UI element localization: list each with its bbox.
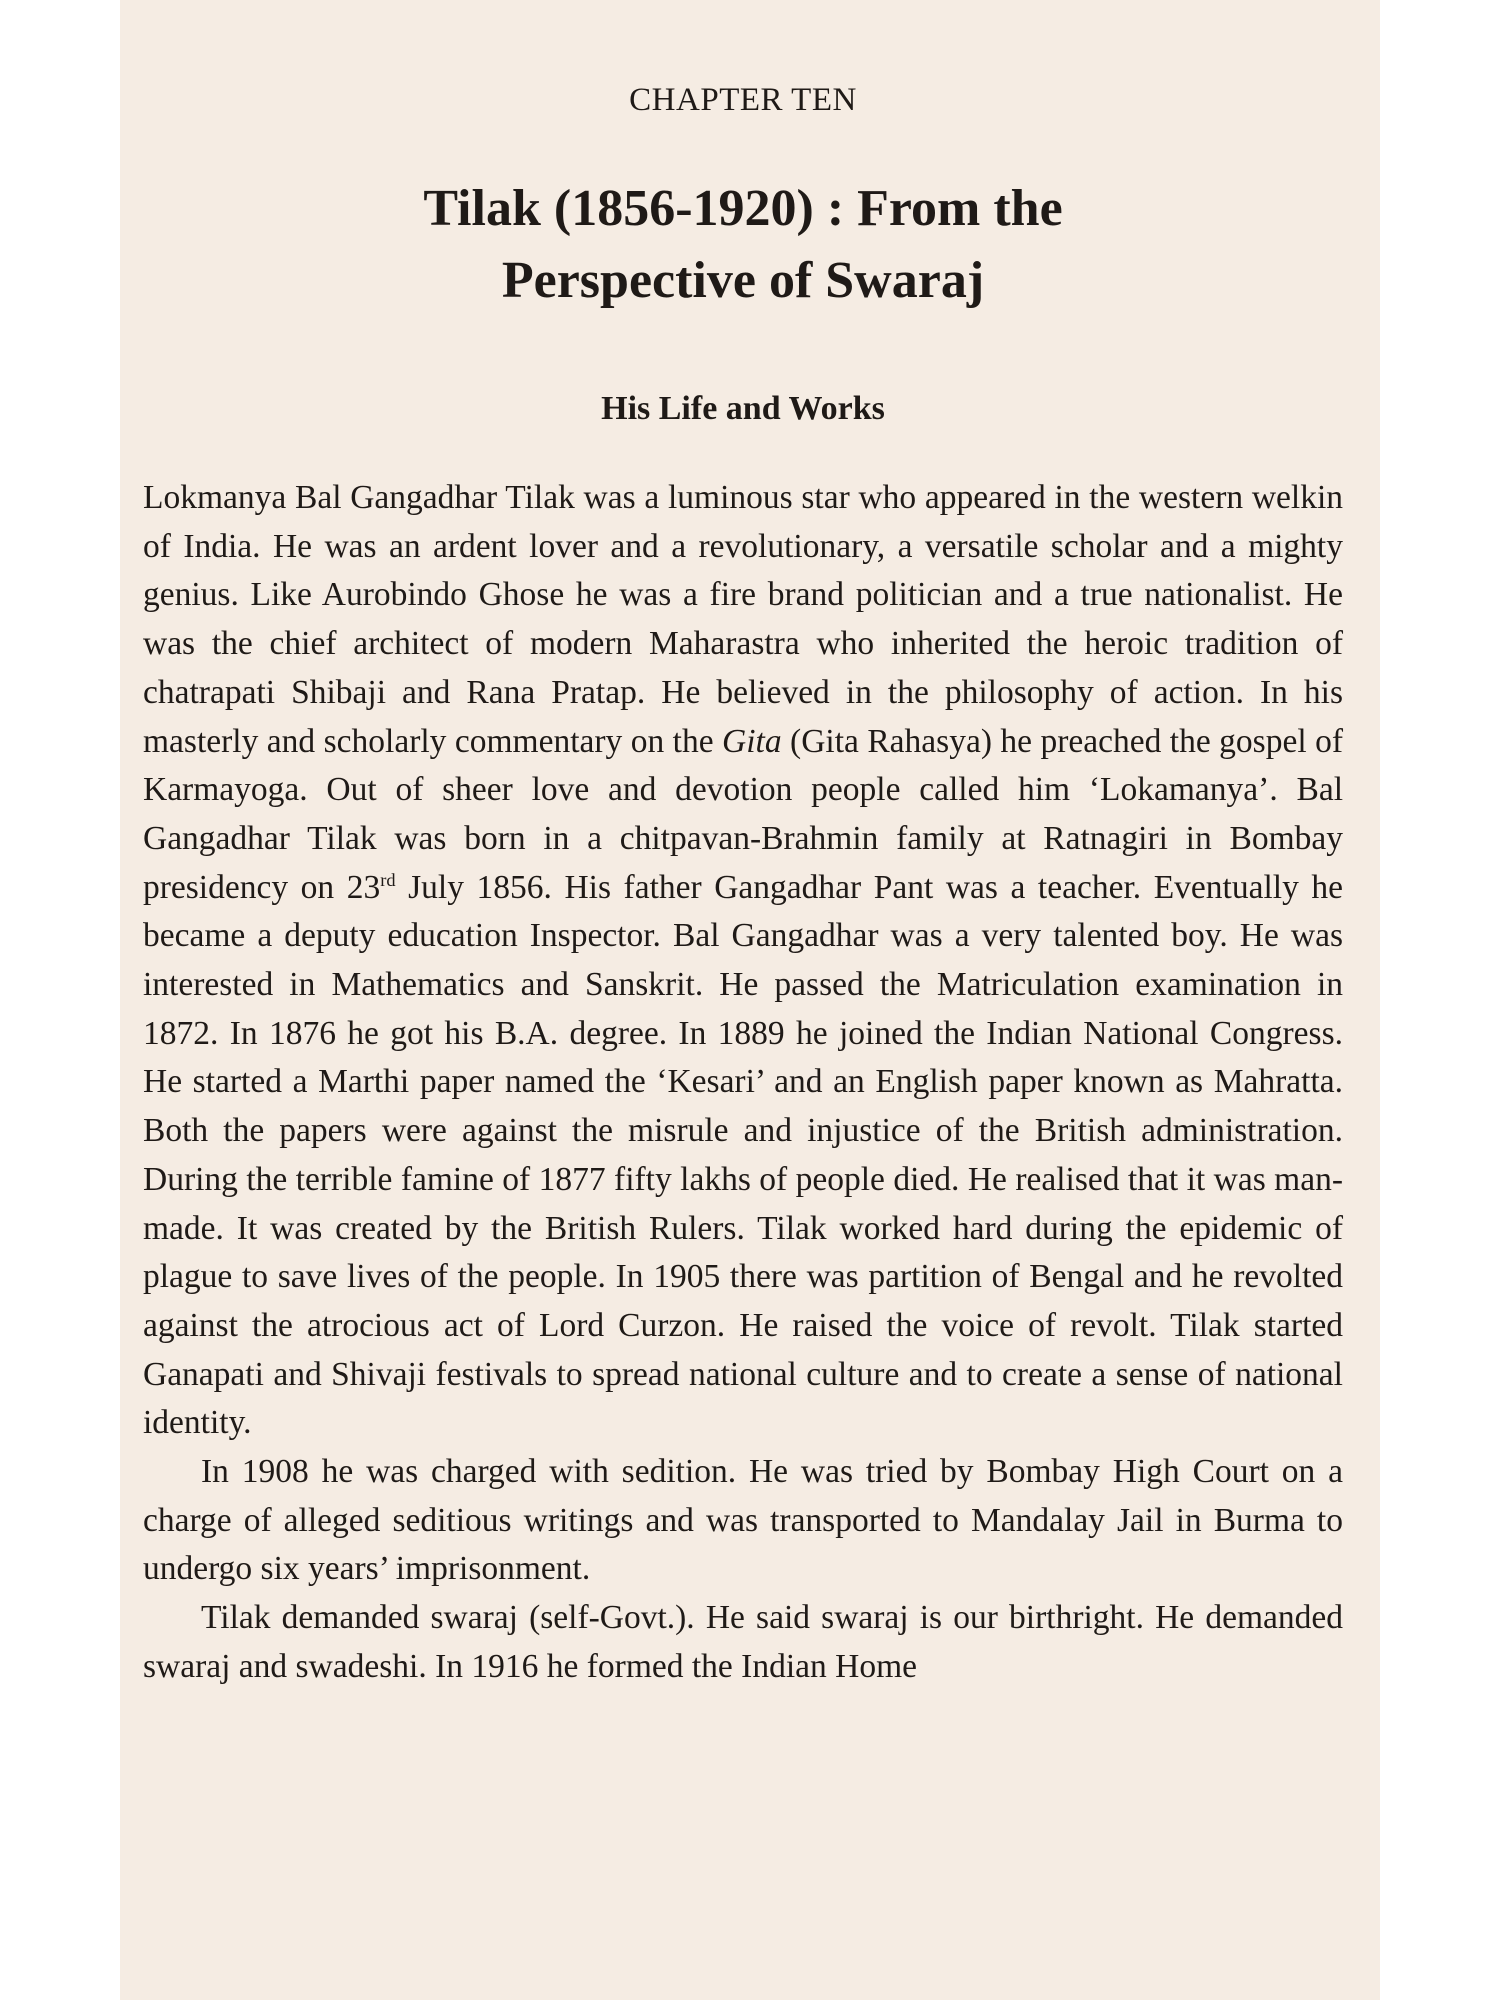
paragraph-3: Tilak demanded swaraj (self-Govt.). He said swaraj is our birthright. He demanded swaraj and swadeshi. In 1916 he formed the Indian Home (143, 1599, 1343, 1685)
paragraph-1-part-2: (Gita Rahasya) he preached the gospel of Karmayoga. Out of sheer love and devotion people called him ‘Lokamanya’. Bal Gangadhar Tilak was born in a chitpavan-Brahmin family at Ratnagiri in Bombay presidency on 23 (143, 722, 1343, 906)
book-page (120, 0, 1380, 2000)
body-text (143, 474, 1343, 1692)
paragraph-1-part-1: Lokmanya Bal Gangadhar Tilak was a luminous star who appeared in the western welkin of India. He was an ardent lover and a revolutionary, a versatile scholar and a mighty genius. Like Aurobindo Ghose he was a fire brand politician and a true nationalist. He was the chief architect of modern Maharastra who inherited the heroic tradition of chatrapati Shibaji and Rana Pratap. He believed in the philosophy of action. In his masterly and scholarly commentary on the (143, 479, 1343, 760)
page-content (143, 0, 1343, 1692)
paragraph-1-part-3: July 1856. His father Gangadhar Pant was a teacher. Eventually he became a deputy education Inspector. Bal Gangadhar was a very talented boy. He was interested in Mathematics and Sanskrit. He passed the Matriculation examination in 1872. In 1876 he got his B.A. degree. In 1889 he joined the Indian National Congress. He started a Marthi paper named the ‘Kesari’ and an English paper known as Mahratta. Both the papers were against the misrule and injustice of the British administration. During the terrible famine of 1877 fifty lakhs of people died. He realised that it was man-made. It was created by the British Rulers. Tilak worked hard during the epidemic of plague to save lives of the people. In 1905 there was partition of Bengal and he revolted against the atrocious act of Lord Curzon. He raised the voice of revolt. Tilak started Ganapati and Shivaji festivals to spread national culture and to create a sense of national identity. (143, 868, 1343, 1442)
chapter-label: CHAPTER TEN (629, 82, 857, 118)
gita-title: Gita (722, 722, 782, 760)
paragraph-1 (143, 474, 1343, 1448)
date-ordinal-superscript: rd (380, 869, 396, 890)
chapter-title-line-1: Tilak (1856-1920) : From the (423, 180, 1063, 237)
chapter-title (143, 120, 1343, 317)
section-heading: His Life and Works (601, 390, 885, 427)
chapter-title-line-2: Perspective of Swaraj (501, 252, 985, 309)
paragraph-2: In 1908 he was charged with sedition. He was tried by Bombay High Court on a charge of alleged seditious writings and was transported to Mandalay Jail in Burma to undergo six years’ imprisonment. (143, 1453, 1343, 1588)
